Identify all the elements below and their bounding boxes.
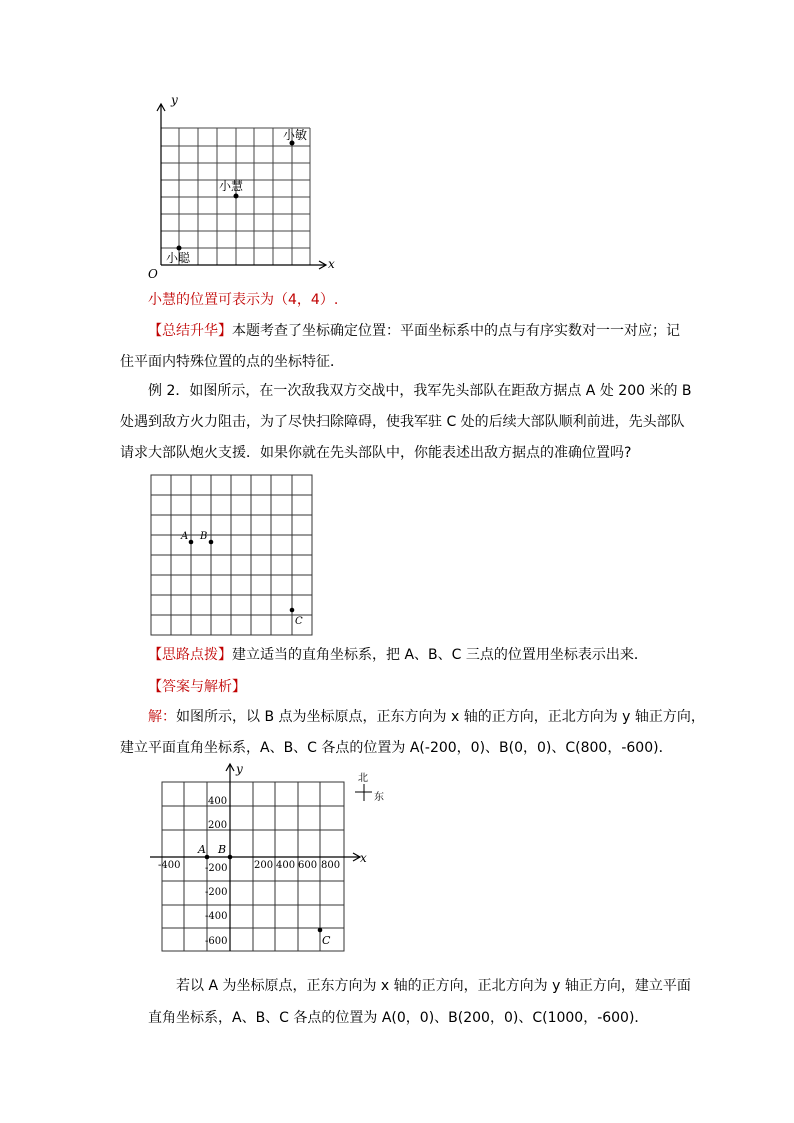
solution-prefix: 解：: [148, 709, 176, 725]
summary-text-2: 住平面内特殊位置的点的坐标特征．: [120, 354, 344, 370]
figure-3-y-ticks: [205, 796, 227, 947]
point-c: [290, 608, 295, 613]
label-a: A: [198, 843, 206, 856]
figure-3-coordinate-system: [145, 760, 395, 960]
figure-3-x-ticks: [158, 860, 340, 871]
figure-3-x-label: x: [360, 851, 367, 865]
hint-line: [148, 645, 648, 665]
label-c: C: [322, 934, 331, 947]
figure-3-axes: [150, 764, 360, 951]
x-tick-600: 600: [298, 860, 318, 871]
label-xiaocong: 小聪: [166, 251, 191, 265]
point-b: [228, 855, 233, 860]
hint-text: 建立适当的直角坐标系，把 A、B、C 三点的位置用坐标表示出来．: [232, 647, 648, 663]
label-b: B: [200, 531, 208, 542]
example-2-line-2: 处遇到敌方火力阻击，为了尽快扫除障碍，使我军驻 C 处的后续大部队顺利前进，先头部队: [120, 414, 685, 430]
figure-3-y-label: y: [236, 762, 243, 776]
figure-1-x-label: x: [328, 257, 335, 271]
summary-text-1: 本题考查了坐标确定位置：平面坐标系中的点与有序实数对一一对应；记: [232, 323, 680, 339]
x-tick-200: 200: [254, 860, 274, 871]
answer-line: 小慧的位置可表示为（4，4）.: [148, 292, 339, 308]
figure-1-grid: [140, 88, 340, 280]
x-tick-800: 800: [321, 860, 341, 871]
alt-line-2: 直角坐标系，A、B、C 各点的位置为 A(0，0)、B(200，0)、C(1000，-600)．: [148, 1010, 649, 1026]
figure-1-y-label: y: [171, 93, 178, 107]
example-2-line-1: 例 2．如图所示，在一次敌我双方交战中，我军先头部队在距敌方据点 A 处 200 米的 B: [148, 383, 692, 399]
label-c: C: [295, 616, 303, 627]
solution-line-1: [148, 707, 705, 727]
label-a: A: [181, 531, 189, 542]
y-tick-neg600: -600: [205, 936, 228, 947]
point-a: [189, 540, 194, 545]
figure-2-gridlines: [151, 475, 312, 635]
point-xiaohui: [234, 194, 239, 199]
y-tick-neg200-b: -200: [205, 887, 228, 898]
label-xiaomin: 小敏: [283, 128, 308, 142]
x-tick-neg400: -400: [158, 860, 181, 871]
compass-north: 北: [358, 773, 368, 784]
compass-icon: [355, 784, 372, 801]
point-b: [209, 540, 214, 545]
example-2-line-3: 请求大部队炮火支援．如果你就在先头部队中，你能表述出敌方据点的准确位置吗?: [120, 445, 632, 461]
compass-east: 东: [374, 792, 384, 803]
solution-line-2: 建立平面直角坐标系，A、B、C 各点的位置为 A(-200，0)、B(0，0)、C(800，-600)．: [120, 740, 673, 756]
hint-label: 【思路点拨】: [148, 647, 232, 663]
x-tick-400: 400: [276, 860, 296, 871]
summary-line-1: [148, 321, 680, 341]
figure-2-grid: [146, 470, 318, 640]
y-tick-neg200-a: -200: [205, 863, 228, 874]
point-xiaocong: [177, 246, 182, 251]
solution-text-1: 如图所示，以 B 点为坐标原点，正东方向为 x 轴的正方向，正北方向为 y 轴正方向，: [176, 709, 705, 725]
label-xiaohui: 小慧: [219, 179, 244, 193]
figure-1-origin-label: O: [148, 267, 158, 280]
summary-label: 【总结升华】: [148, 323, 232, 339]
y-tick-400: 400: [208, 796, 228, 807]
point-c: [318, 928, 323, 933]
answer-heading: 【答案与解析】: [148, 679, 246, 695]
label-b: B: [218, 843, 227, 856]
y-tick-200: 200: [208, 820, 228, 831]
alt-line-1: 若以 A 为坐标原点，正东方向为 x 轴的正方向，正北方向为 y 轴正方向，建立平面: [176, 978, 691, 994]
y-tick-neg400: -400: [205, 911, 228, 922]
